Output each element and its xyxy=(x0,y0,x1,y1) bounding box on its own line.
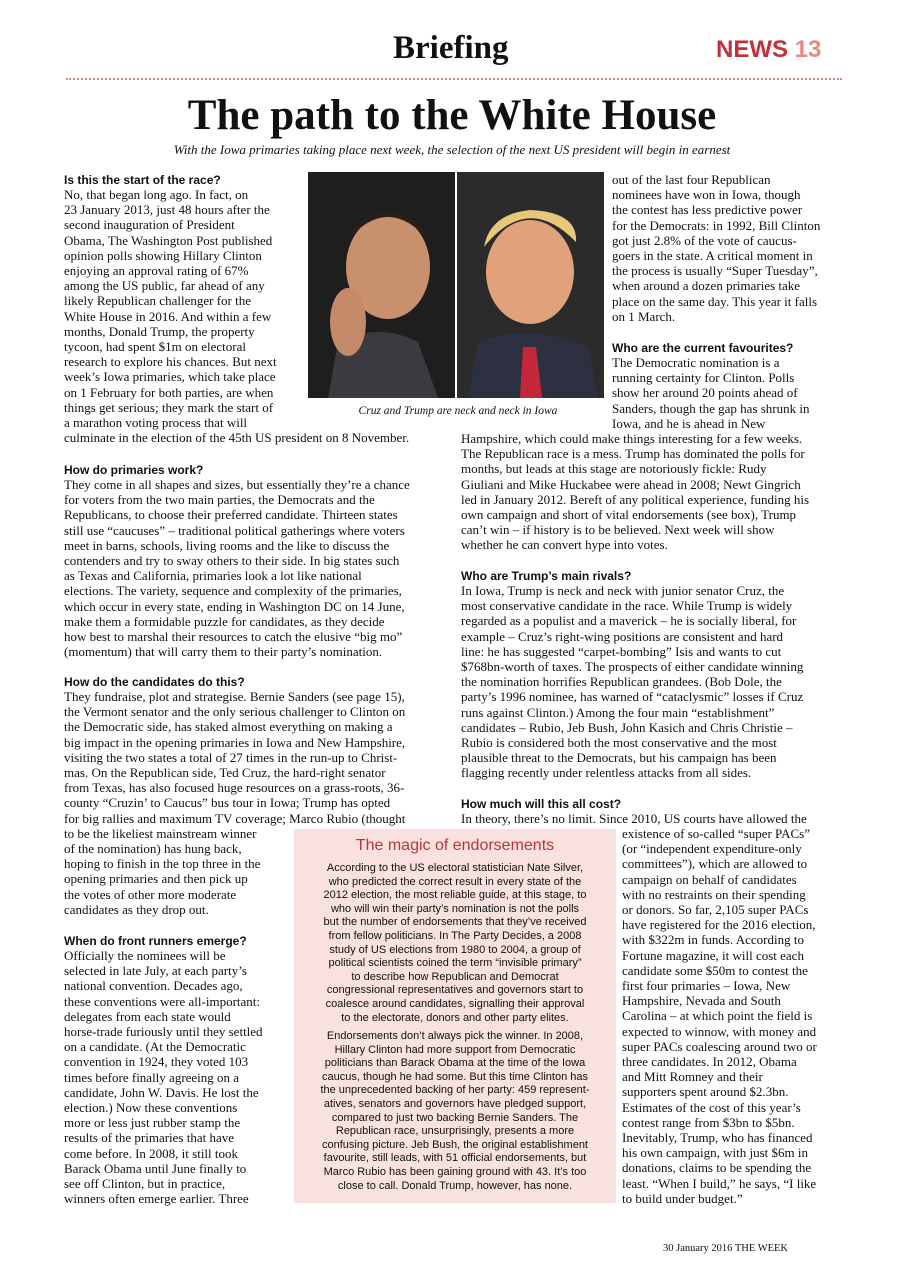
text-line: They fundraise, plot and strategise. Bernie Sanders (see page 15), xyxy=(64,689,405,704)
text-line: to build under budget.” xyxy=(622,1190,743,1206)
footer xyxy=(663,1243,788,1254)
text-line: the votes of other more moderate xyxy=(64,886,237,902)
text-line: White House in 2016. And within a few xyxy=(64,308,272,324)
footer-publication: THE WEEK xyxy=(734,1243,789,1254)
text-line: the Democratic side, has staked almost everything on making a xyxy=(64,719,393,735)
text-line: caucus, though he had some. But this time Clinton has xyxy=(322,1070,588,1083)
text-line: running certainty for Clinton. Polls xyxy=(612,370,795,386)
text-line: more or less just rubber stamp the xyxy=(64,1115,241,1131)
text-line: among the US public, far ahead of any xyxy=(64,278,265,294)
text-line: contenders and try to sway others to their side. In big states such xyxy=(64,553,400,569)
answer-text xyxy=(64,948,263,1206)
headline: The path to the White House xyxy=(187,92,717,139)
text-line: close to call. Donald Trump, however, has none. xyxy=(337,1179,573,1192)
text-line: Obama, The Washington Post published xyxy=(64,232,273,248)
text-line: tycoon, had spent $1m on electoral xyxy=(64,339,246,355)
text-line: enjoying an approval rating of 67% xyxy=(64,263,249,279)
text-line: winners often emerge earlier. Three xyxy=(64,1191,249,1207)
text-line: atives, senators and governors have pledged support, xyxy=(323,1097,587,1110)
text-line: results of the primaries that have xyxy=(64,1130,235,1146)
text-line: politicians than Barack Obama at the time of the Iowa xyxy=(324,1057,586,1070)
answer-text-first-line: In theory, there’s no limit. Since 2010, US courts have allowed the xyxy=(461,811,807,826)
text-line: for big rallies and maximum TV coverage; Marco Rubio (thought xyxy=(64,810,406,826)
text-line: which occur in every state, ending in Washington DC on 14 June, xyxy=(64,598,405,614)
text-line: the Vermont senator and the only serious challenger to Clinton on xyxy=(64,704,406,720)
question-heading: Who are the current favourites? xyxy=(612,341,794,355)
text-line: existence of so-called “super PACs” xyxy=(622,826,810,841)
text-line: culminate in the election of the 45th US president on 8 November. xyxy=(64,430,410,446)
text-line: things get serious; they mark the start of xyxy=(64,399,274,415)
text-line: the unprecedented backing of her party: 459 represent- xyxy=(320,1084,590,1097)
text-line: 2012 election, the most reliable guide, at this stage, to xyxy=(323,889,587,902)
footer-date: 30 January 2016 xyxy=(663,1243,733,1254)
question-heading: When do front runners emerge? xyxy=(64,934,247,948)
text-line: Officially the nominees will be xyxy=(64,948,226,963)
text-line: runs against Clinton.) Among the four main “establishment” xyxy=(461,704,775,720)
text-line: plausible threat to the Democrats, but his campaign has been xyxy=(461,750,777,766)
text-line: Endorsements don’t always pick the winner. In 2008, xyxy=(326,1030,584,1042)
text-line: goers in the state. A critical moment in xyxy=(612,248,813,264)
text-line: supporters spent around $2.3bn. xyxy=(622,1084,789,1100)
text-line: to describe how Republican and Democrat xyxy=(351,970,559,983)
text-line: got just 2.8% of the vote of caucus- xyxy=(612,232,797,248)
page-number-label xyxy=(716,36,821,64)
text-line: visiting the two states a total of 27 times in the run-up to Christ- xyxy=(64,749,398,765)
text-line: According to the US electoral statistician Nate Silver, xyxy=(326,862,584,874)
text-line: favourite, still leads, with 51 official endorsements, but xyxy=(323,1152,587,1165)
text-line: Giuliani and Mike Huckabee were ahead in 2008; Newt Gingrich xyxy=(461,476,801,492)
text-line: Sanders, though the gap has shrunk in xyxy=(612,400,810,416)
text-line: congressional representatives and governors start to xyxy=(326,984,584,997)
text-line: election.) Now these conventions xyxy=(64,1100,238,1116)
text-line: show her around 20 points ahead of xyxy=(612,385,798,401)
box-paragraph xyxy=(302,862,608,1025)
text-line: of the nomination) has hung back, xyxy=(64,841,242,857)
text-line: opening primaries and then pick up xyxy=(64,871,248,887)
text-line: most conservative candidate in the race. While Trump is widely xyxy=(461,598,793,614)
text-line: three candidates. In 2012, Obama xyxy=(622,1054,797,1070)
candidates-photo xyxy=(308,172,604,398)
text-line: line: he has suggested “carpet-bombing” Isis and wants to cut xyxy=(461,643,782,659)
text-line: compared to just two backing Bernie Sanders. The xyxy=(331,1111,579,1124)
text-line: first four primaries – Iowa, New xyxy=(622,978,791,994)
text-line: convention in 1924, they voted 103 xyxy=(64,1054,249,1070)
text-line: super PACs coalescing around two or xyxy=(622,1038,817,1054)
text-line: No, that began long ago. In fact, on xyxy=(64,187,249,202)
text-line: Barack Obama until June finally to xyxy=(64,1160,247,1176)
text-line: least. “When I build,” he says, “I like xyxy=(622,1175,817,1191)
text-line: who will win their party’s nomination is not the polls xyxy=(330,902,580,915)
text-line: elections. The variety, sequence and complexity of the primaries, xyxy=(64,583,402,599)
text-line: Marco Rubio has been gaining ground with 43. It’s too xyxy=(323,1165,587,1178)
text-line: campaign on behalf of candidates xyxy=(622,871,797,887)
text-line: how best to marshal their resources to catch the elusive “big mo” xyxy=(64,629,403,645)
text-line: Hillary Clinton had more support from Democratic xyxy=(334,1043,576,1056)
text-line: Fortune magazine, it will cost each xyxy=(622,947,804,963)
text-line: the process is usually “Super Tuesday”, xyxy=(612,263,818,279)
text-line: on 1 February for both parties, are when xyxy=(64,384,274,400)
text-line: own campaign and short of vital endorsements (see box), Trump xyxy=(461,507,797,523)
answer-text xyxy=(622,826,817,1206)
answer-text xyxy=(461,583,803,781)
text-line: nominees have won in Iowa, though xyxy=(612,187,801,203)
text-line: have registered for the 2016 election, xyxy=(622,917,816,933)
text-line: on a candidate. (At the Democratic xyxy=(64,1039,246,1055)
box-paragraph xyxy=(302,1030,608,1193)
text-line: The Democratic nomination is a xyxy=(612,355,780,370)
text-line: They come in all shapes and sizes, but essentially they’re a chance xyxy=(64,477,410,492)
page-number: 13 xyxy=(794,36,822,63)
text-line: selected in late July, at each party’s xyxy=(64,963,247,979)
text-line: 23 January 2013, just 48 hours after the xyxy=(64,202,270,218)
section-title: Briefing xyxy=(393,30,509,66)
text-line: Republicans, to choose their preferred candidate. Thirteen states xyxy=(64,507,398,523)
text-line: the contest has less predictive power xyxy=(612,202,803,218)
text-line: to the electorate, donors and other party elites. xyxy=(341,1011,569,1024)
text-line: (momentum) that will carry them to their party’s nomination. xyxy=(64,644,383,660)
text-line: study of US elections from 1980 to 2004, a group of xyxy=(329,943,581,956)
text-line: opinion polls showing Hillary Clinton xyxy=(64,247,262,263)
text-line: contest range from $3bn to $5bn. xyxy=(622,1114,795,1130)
text-line: with no restraints on their spending xyxy=(622,886,806,902)
news-label: NEWS xyxy=(716,36,788,63)
text-line: political scientists coined the term “invisible primary” xyxy=(328,957,582,970)
answer-text xyxy=(461,431,809,553)
text-line: In Iowa, Trump is neck and neck with junior senator Cruz, the xyxy=(461,583,785,598)
text-line: for the Democrats: in 1992, Bill Clinton xyxy=(612,217,821,233)
text-line: led in January 2012. Bereft of any political experience, funding his xyxy=(461,491,810,507)
text-line: The Republican race is a mess. Trump has dominated the polls for xyxy=(461,446,805,462)
text-line: the nomination horrifies Republican grandees. (Bob Dole, the xyxy=(461,674,782,690)
text-line: Iowa, and he is ahead in New xyxy=(612,415,766,431)
text-line: horse-trade furiously until they settled xyxy=(64,1024,263,1040)
text-line: his own campaign, with just $6m in xyxy=(622,1145,808,1161)
text-line: Inevitably, Trump, who has financed xyxy=(622,1130,813,1146)
text-line: from Texas, has also focused huge resources on a grass-roots, 36- xyxy=(64,780,405,796)
dotted-divider xyxy=(66,78,842,80)
question-heading: How do the candidates do this? xyxy=(64,675,245,689)
question-heading: Who are Trump’s main rivals? xyxy=(461,569,632,583)
text-line: confusing picture. Jeb Bush, the original establishment xyxy=(322,1138,588,1151)
text-line: or donors. So far, 2,105 super PACs xyxy=(622,902,809,918)
text-line: delegates from each state would xyxy=(64,1008,231,1024)
text-line: on 1 March. xyxy=(612,308,676,324)
text-line: Estimates of the cost of this year’s xyxy=(622,1099,801,1115)
text-line: flagging recently under relentless attacks from all sides. xyxy=(461,765,752,781)
text-line: big impact in the opening primaries in Iowa and New Hampshire, xyxy=(64,734,406,750)
text-line: Rubio is considered both the most conservative and the most xyxy=(461,735,777,751)
text-line: candidates as they drop out. xyxy=(64,901,209,917)
text-line: can’t win – if history is to be believed. Next week will show xyxy=(461,522,775,538)
text-line: (or “independent expenditure-only xyxy=(622,841,802,857)
text-line: and Mitt Romney and their xyxy=(622,1069,763,1085)
answer-text xyxy=(612,355,810,431)
text-line: expected to winnow, with money and xyxy=(622,1023,817,1039)
text-line: week’s Iowa primaries, which take place xyxy=(64,369,276,385)
text-line: see off Clinton, but in practice, xyxy=(64,1176,226,1192)
text-line: candidates – Rubio, Jeb Bush, John Kasich and Chris Christie – xyxy=(461,719,793,735)
text-line: to be the likeliest mainstream winner xyxy=(64,825,257,841)
text-line: research to explore his chances. But next xyxy=(64,354,277,370)
text-line: out of the last four Republican xyxy=(612,172,771,187)
text-line: with $322m in funds. According to xyxy=(622,932,804,948)
text-line: Hampshire, which could make things interesting for a few weeks. xyxy=(461,431,803,446)
text-line: still use “caucuses” – traditional political gatherings where voters xyxy=(64,522,405,538)
question-heading: Is this the start of the race? xyxy=(64,173,221,187)
box-title: The magic of endorsements xyxy=(355,837,555,854)
text-line: meet in barns, schools, living rooms and the like to discuss the xyxy=(64,537,390,553)
text-line: a marathon voting process that will xyxy=(64,415,248,431)
answer-text-continued xyxy=(612,172,820,324)
text-line: regarded as a populist and a maverick – he is socially liberal, for xyxy=(461,613,797,629)
text-line: second inauguration of President xyxy=(64,217,235,233)
text-line: months, but leads at this stage are notoriously fickle: Rudy xyxy=(461,461,767,477)
photo-caption: Cruz and Trump are neck and neck in Iowa xyxy=(358,405,558,417)
text-line: Hampshire, Nevada and South xyxy=(622,993,781,1009)
text-line: $768bn-worth of taxes. The prospects of either candidate winning xyxy=(461,659,804,675)
text-line: Republican race, unsurprisingly, presents a more xyxy=(335,1125,575,1138)
standfirst: With the Iowa primaries taking place next week, the selection of the next US president will begin in earnest xyxy=(173,142,731,157)
text-line: hoping to finish in the top three in the xyxy=(64,856,261,872)
cruz-and-trump-photo xyxy=(308,172,604,398)
text-line: who predicted the correct result in every state of the xyxy=(328,875,582,888)
text-line: county “Cruzin’ to Caucus” bus tour in Iowa; Trump has opted xyxy=(64,795,391,811)
answer-text xyxy=(64,477,410,659)
text-line: make them a formidable puzzle for candidates, as they decide xyxy=(64,613,385,629)
text-line: candidate, John W. Davis. He lost the xyxy=(64,1084,259,1100)
text-line: example – Cruz’s right-wing positions are consistent and hard xyxy=(461,628,784,644)
text-line: party’s 1996 nominee, has warned of “cataclysmic” losses if Cruz xyxy=(461,689,804,705)
text-line: place on the same day. This year it falls xyxy=(612,293,818,309)
text-line: candidate some $50m to contest the xyxy=(622,962,808,978)
text-line: mas. On the Republican side, Ted Cruz, the hard-right senator xyxy=(64,765,386,781)
text-line: for voters from the two main parties, the Democrats and the xyxy=(64,492,375,508)
text-line: come before. In 2008, it still took xyxy=(64,1145,239,1161)
text-line: these conventions were all-important: xyxy=(64,993,261,1009)
text-line: national convention. Decades ago, xyxy=(64,978,243,994)
text-line: as Texas and California, primaries look a lot like national xyxy=(64,568,362,584)
text-line: committees”), which are allowed to xyxy=(622,856,808,872)
text-line: coalesce around candidates, signalling their approval xyxy=(325,997,585,1010)
text-line: donations, claims to be spending the xyxy=(622,1160,812,1176)
text-line: whether he can convert hype into votes. xyxy=(461,537,668,553)
text-line: likely Republican challenger for the xyxy=(64,293,251,309)
endorsements-box xyxy=(294,829,616,1203)
text-line: months, Donald Trump, the property xyxy=(64,323,255,339)
text-line: but the number of endorsements that they’ve received xyxy=(323,916,587,929)
question-heading: How do primaries work? xyxy=(64,463,204,477)
text-line: Carolina – at which point the field is xyxy=(622,1008,813,1024)
text-line: times before finally agreeing on a xyxy=(64,1069,240,1085)
text-line: when around a dozen primaries take xyxy=(612,278,801,294)
question-heading: How much will this all cost? xyxy=(461,797,622,811)
text-line: from fellow politicians. In The Party Decides, a 2008 xyxy=(328,929,582,942)
